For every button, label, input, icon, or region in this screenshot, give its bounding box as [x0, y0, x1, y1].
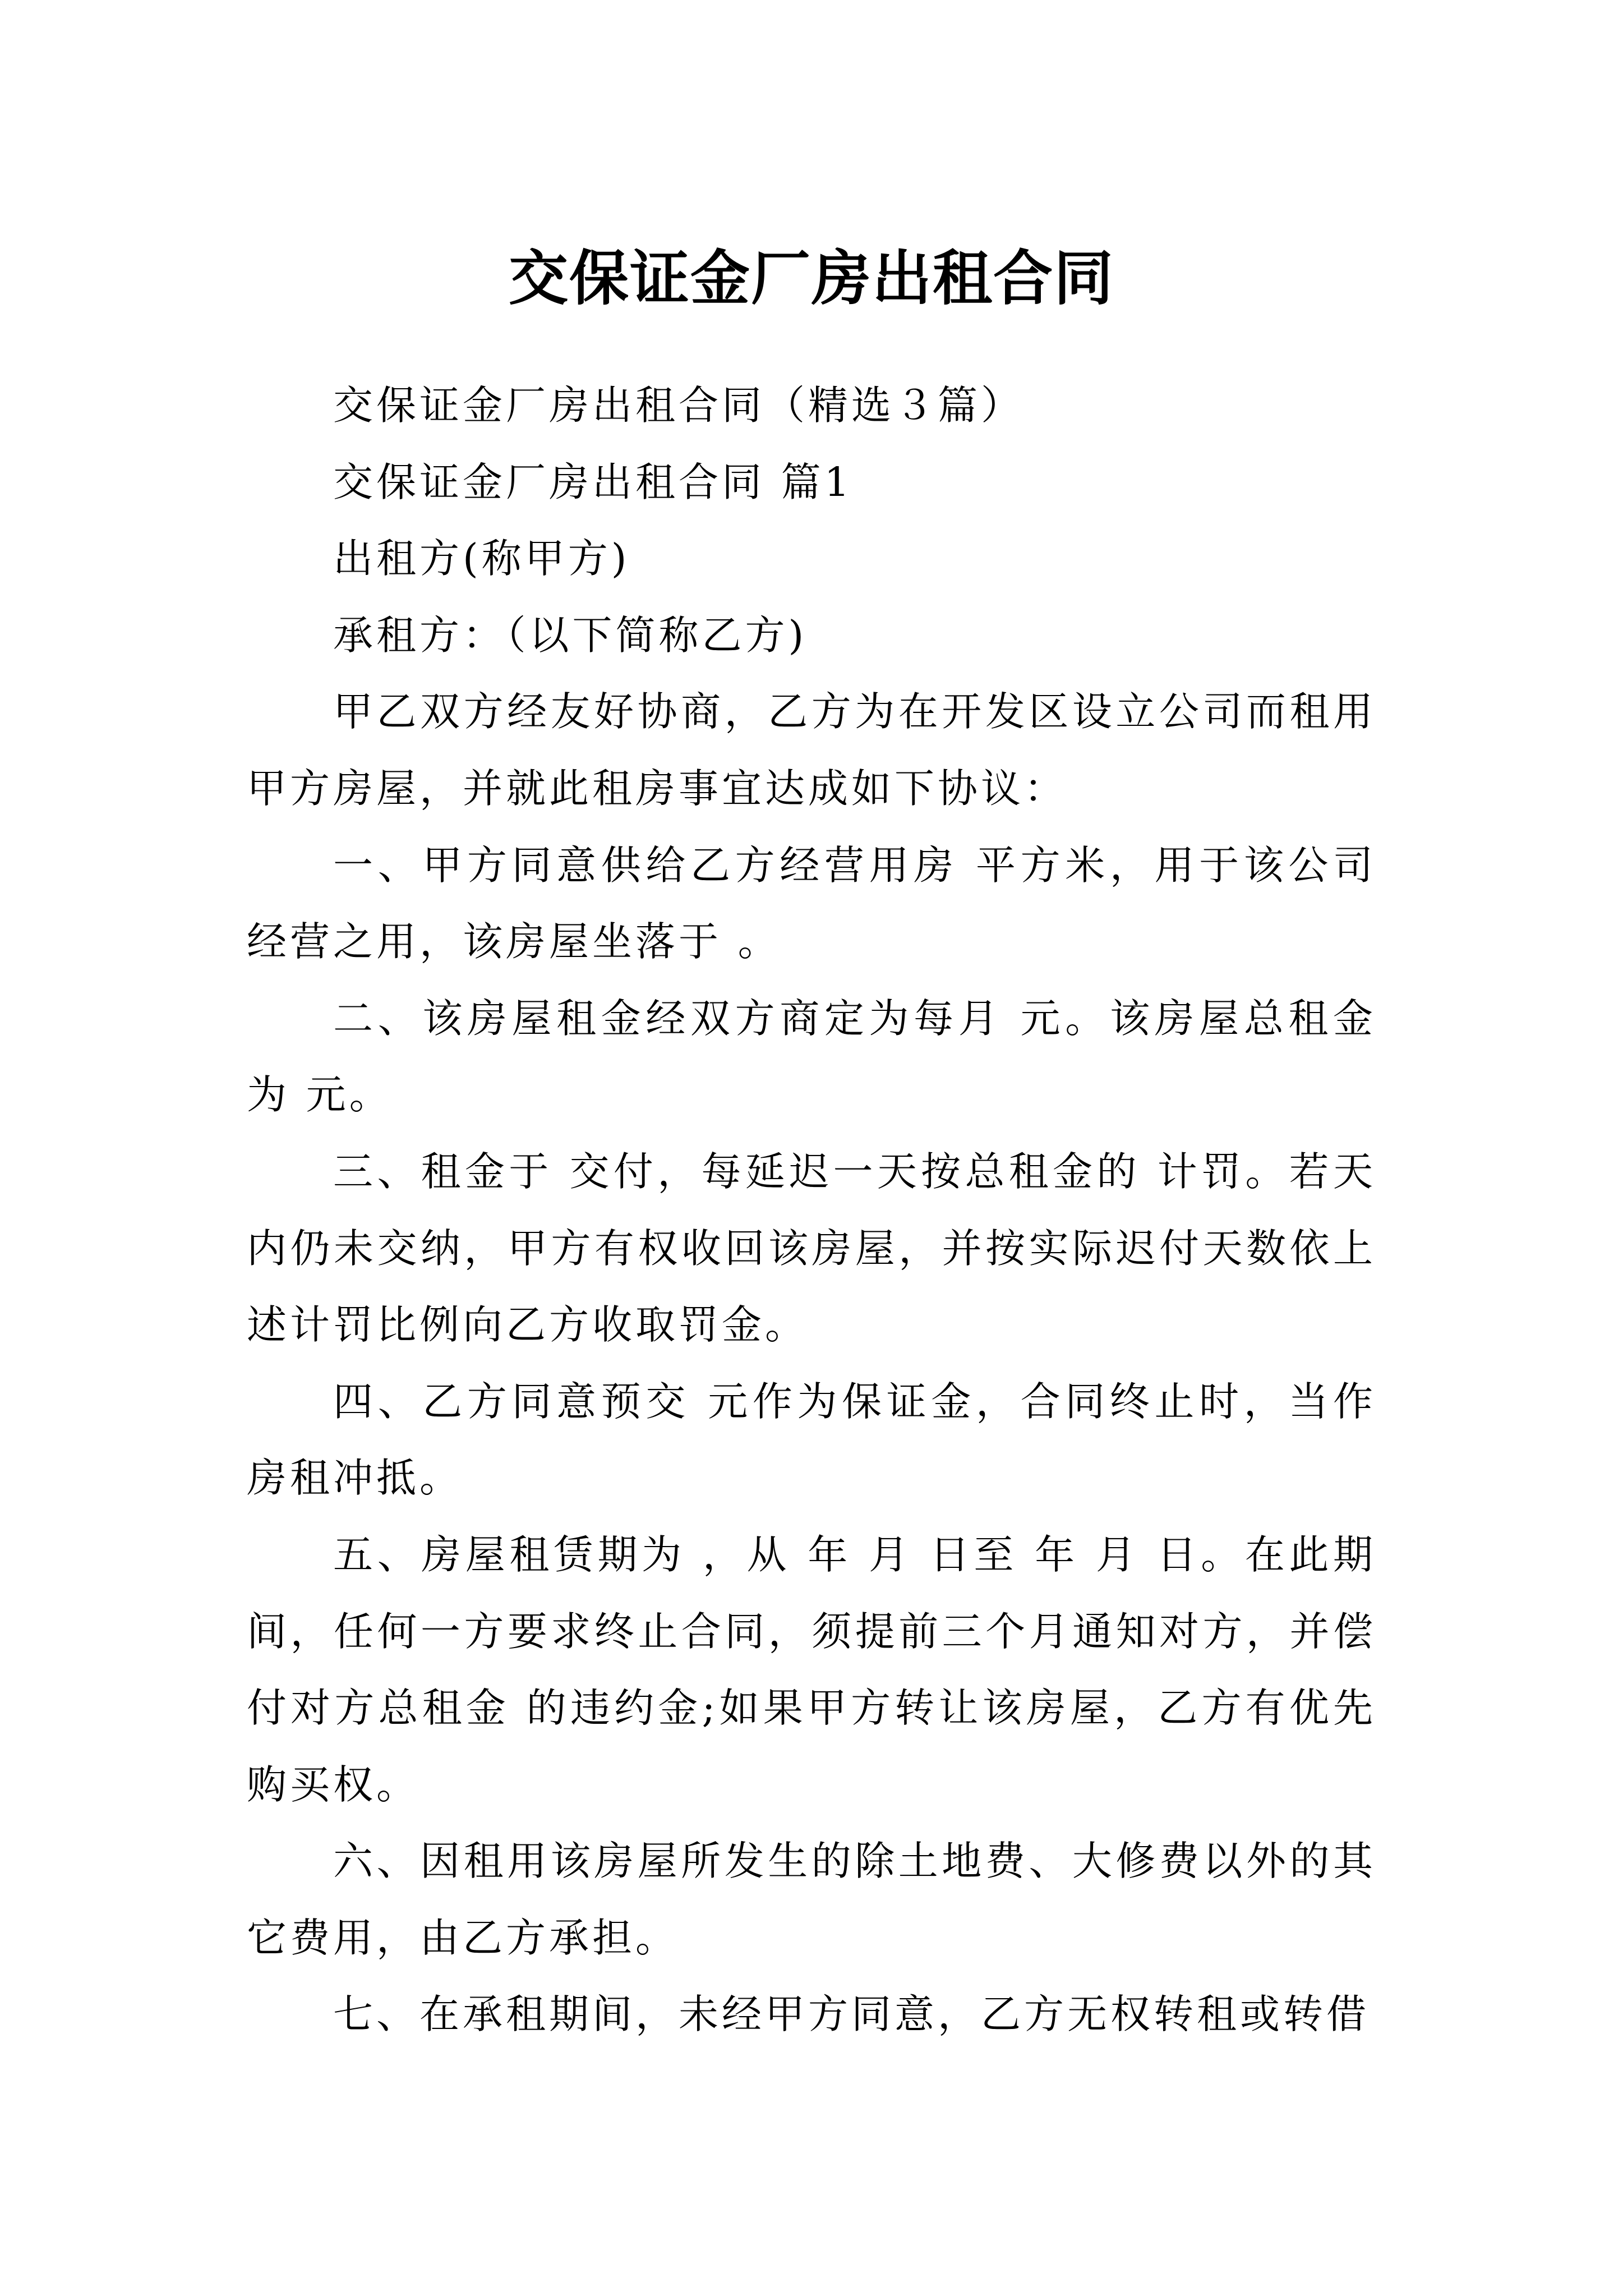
paragraph-lessee: 承租方：（以下简称乙方)	[333, 611, 808, 659]
paragraph-clause-6: 六、因租用该房屋所发生的除土地费、大修费以外的其它费用，由乙方承担。	[247, 1838, 1376, 1961]
paragraph-section-heading: 交保证金厂房出租合同 篇1	[333, 458, 853, 505]
document-title: 交保证金厂房出租合同	[509, 243, 1114, 314]
paragraph-clause-3: 三、租金于 交付，每延迟一天按总租金的 计罚。若天内仍未交纳，甲方有权收回该房屋，并按实际迟付天数依上述计罚比例向乙方收取罚金。	[247, 1148, 1376, 1349]
paragraph-clause-4: 四、乙方同意预交 元作为保证金，合同终止时，当作房租冲抵。	[247, 1378, 1376, 1502]
paragraph-clause-2: 二、该房屋租金经双方商定为每月 元。该房屋总租金为 元。	[247, 995, 1376, 1119]
paragraph-clause-5: 五、房屋租赁期为 ，从 年 月 日至 年 月 日。在此期间，任何一方要求终止合同，须提前三个月通知对方，并偿付对方总租金 的违约金;如果甲方转让该房屋，乙方有优先购买权。	[247, 1531, 1376, 1808]
document-body	[247, 367, 1376, 2053]
paragraph-collection-title: 交保证金厂房出租合同（精选３篇）	[333, 382, 1025, 429]
paragraph-preamble: 甲乙双方经友好协商，乙方为在开发区设立公司而租用甲方房屋，并就此租房事宜达成如下协议：	[247, 688, 1376, 812]
paragraph-clause-1: 一、甲方同意供给乙方经营用房 平方米，用于该公司经营之用，该房屋坐落于 。	[247, 841, 1376, 965]
paragraph-lessor: 出租方(称甲方)	[333, 535, 630, 582]
paragraph-clause-7: 七、在承租期间，未经甲方同意，乙方无权转租或转借	[333, 1991, 1370, 2038]
